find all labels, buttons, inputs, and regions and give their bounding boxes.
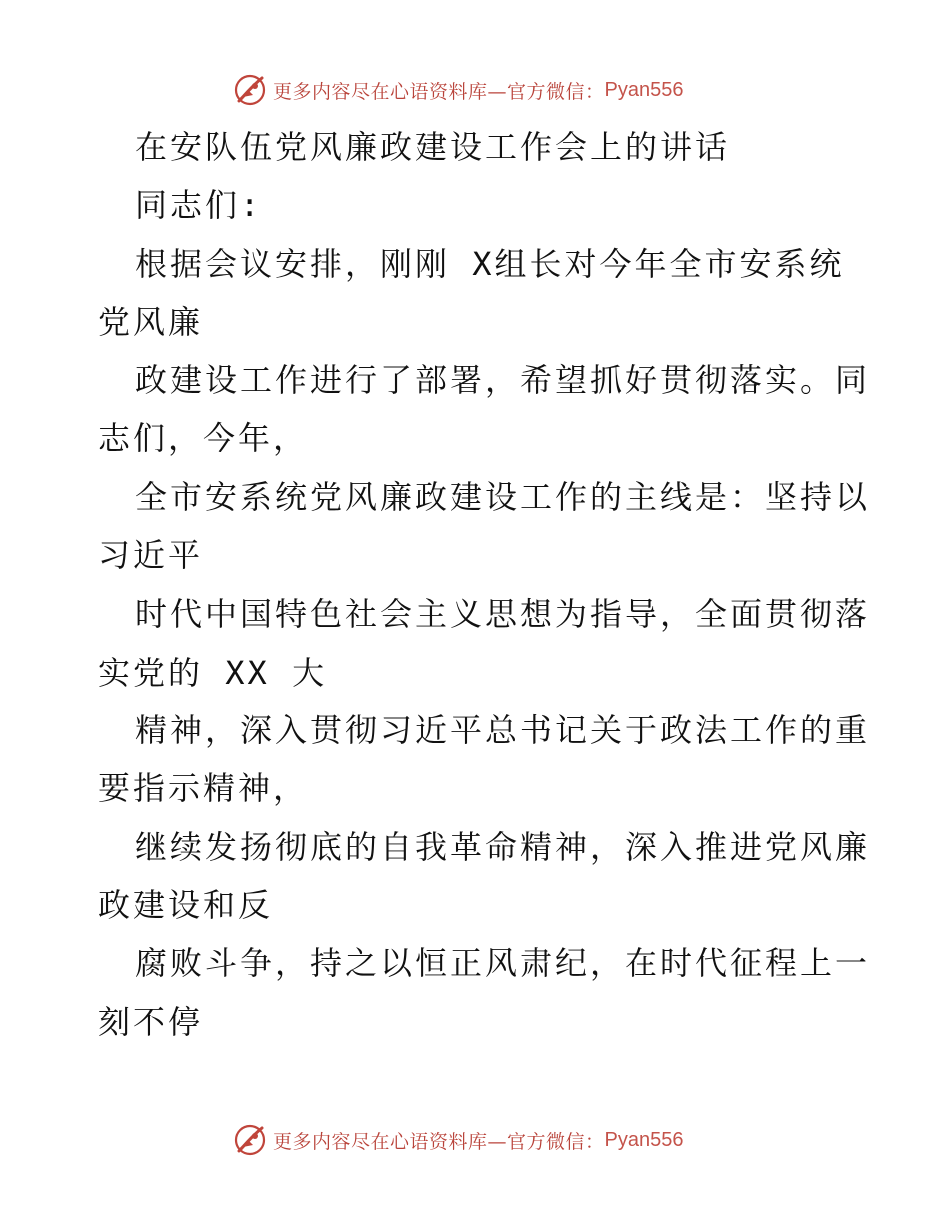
paragraph-line: 志们，今年， xyxy=(98,419,309,457)
footer-banner xyxy=(233,1122,733,1158)
paragraph-line: 实党的 XX 大 xyxy=(98,654,328,692)
paragraph-line: 政建设工作进行了部署，希望抓好贯彻落实。同 xyxy=(135,361,871,399)
paragraph-line: 政建设和反 xyxy=(98,886,274,924)
paragraph-line: 根据会议安排，刚刚 X组长对今年全市安系统 xyxy=(135,245,845,283)
banner-text: 更多内容尽在心语资料库—官方微信： xyxy=(273,1130,605,1153)
banner-wechat-id: Pyan556 xyxy=(604,78,684,101)
pen-logo-icon xyxy=(233,1123,267,1157)
paragraph-line: 党风廉 xyxy=(98,303,204,341)
paragraph-line: 时代中国特色社会主义思想为指导，全面贯彻落 xyxy=(135,595,871,633)
paragraph-line: 要指示精神， xyxy=(98,769,309,807)
paragraph-line: 精神，深入贯彻习近平总书记关于政法工作的重 xyxy=(135,711,871,749)
salutation: 同志们: xyxy=(135,186,263,224)
header-banner xyxy=(233,72,733,108)
paragraph-line: 继续发扬彻底的自我革命精神，深入推进党风廉 xyxy=(135,828,871,866)
document-title: 在安队伍党风廉政建设工作会上的讲话 xyxy=(135,128,731,166)
paragraph-line: 习近平 xyxy=(98,536,204,574)
paragraph-line: 刻不停 xyxy=(98,1003,204,1041)
paragraph-line: 全市安系统党风廉政建设工作的主线是：坚持以 xyxy=(135,478,871,516)
banner-text: 更多内容尽在心语资料库—官方微信： xyxy=(273,80,605,103)
banner-wechat-id: Pyan556 xyxy=(604,1128,684,1151)
paragraph-line: 腐败斗争，持之以恒正风肃纪，在时代征程上一 xyxy=(135,944,871,982)
pen-logo-icon xyxy=(233,73,267,107)
